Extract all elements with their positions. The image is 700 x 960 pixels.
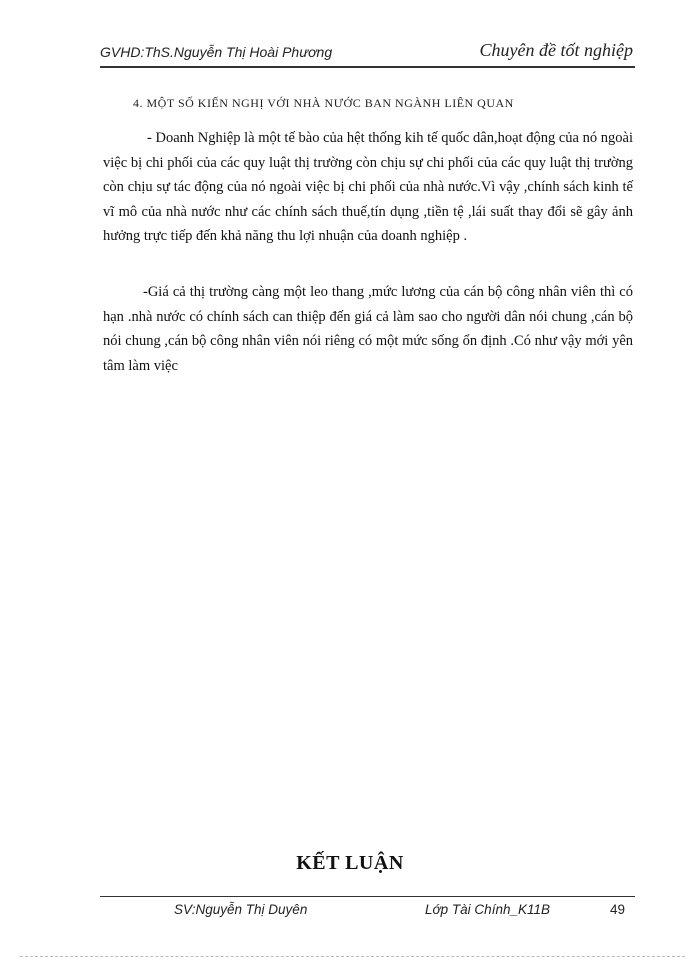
- header-document-type: Chuyên đề tốt nghiệp: [479, 40, 633, 60]
- page-bottom-edge: [20, 956, 685, 957]
- page-number: 49: [610, 902, 626, 917]
- footer-class: Lớp Tài Chính_K11B: [425, 902, 550, 917]
- conclusion-heading: KẾT LUẬN: [296, 852, 404, 874]
- section-heading: 4. MỘT SỐ KIẾN NGHỊ VỚI NHÀ NƯỚC BAN NGÀNH LIÊN QUAN: [133, 96, 514, 110]
- paragraph-prices: -Giá cả thị trường càng một leo thang ,mức lương của cán bộ công nhân viên thì có hạn .nhà nước có chính sách can thiệp đến giá cả làm sao cho người dân nói chung ,cán bộ nói chung ,cán bộ công nhân viên nói riêng có một mức sống ổn định .Có như vậy mới yên tâm làm việc: [103, 284, 633, 374]
- footer-student: SV:Nguyễn Thị Duyên: [174, 902, 308, 917]
- header-supervisor: GVHD:ThS.Nguyễn Thị Hoài Phương: [100, 44, 333, 60]
- page-header: [100, 40, 635, 68]
- footer-divider: [100, 896, 635, 897]
- paragraph-enterprise: - Doanh Nghiệp là một tế bào của hệt thống kih tế quốc dân,hoạt động của nó ngoài việc bị chi phối của các quy luật thị trường còn chịu sự chi phối của các quy luật thị trường còn chịu sự tác động của nó ngoài việc bị chi phối của nhà nước.Vì vậy ,chính sách kinh tế vĩ mô của nhà nước như các chính sách thuế,tín dụng ,tiền tệ ,lái suất thay đổi sẽ gây ảnh hưởng trực tiếp đến khả năng thu lợi nhuận của doanh nghiệp .: [103, 130, 633, 244]
